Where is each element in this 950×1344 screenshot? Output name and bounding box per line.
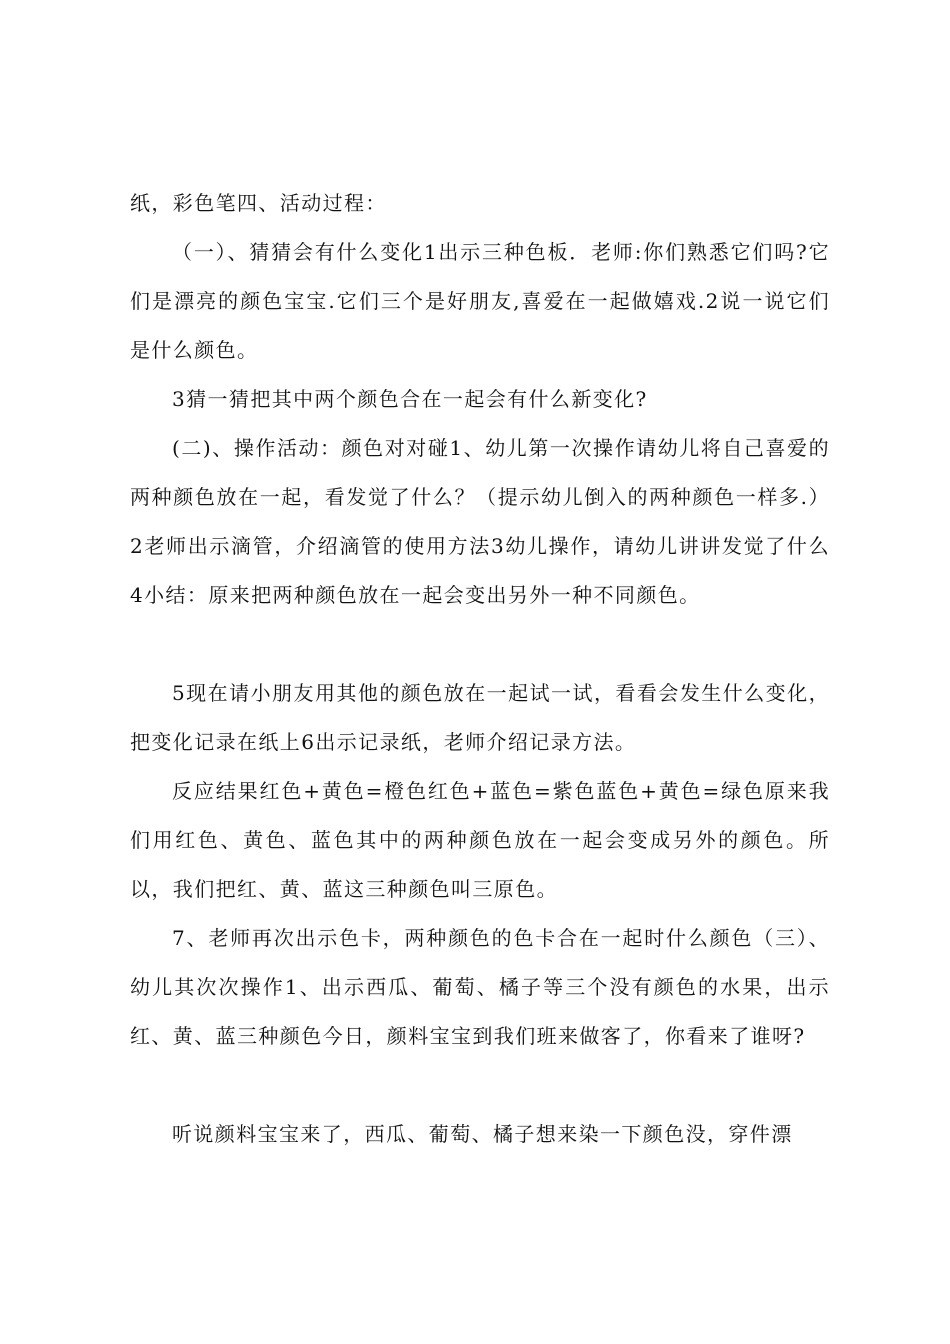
paragraph-guess-changes: （一）、猜猜会有什么变化1出示三种色板．老师:你们熟悉它们吗?它们是漂亮的颜色宝宝.它们三个是好朋友,喜爱在一起做嬉戏.2说一说它们是什么颜色。	[130, 240, 830, 362]
paragraph-materials: 纸，彩色笔四、活动过程：	[130, 191, 387, 215]
paragraph-results-primary-colors: 反应结果红色+黄色=橙色红色+蓝色=紫色蓝色+黄色=绿色原来我们用红色、黄色、蓝色其中的两种颜色放在一起会变成另外的颜色。所以，我们把红、黄、蓝这三种颜色叫三原色。	[130, 779, 830, 901]
paragraph-try-other-colors: 5现在请小朋友用其他的颜色放在一起试一试，看看会发生什么变化，把变化记录在纸上6出示记录纸，老师介绍记录方法。	[130, 681, 830, 754]
paragraph-second-operation: 7、老师再次出示色卡，两种颜色的色卡合在一起时什么颜色（三）、幼儿其次次操作1、出示西瓜、葡萄、橘子等三个没有颜色的水果，出示红、黄、蓝三种颜色今日，颜料宝宝到我们班来做客了，你看来了谁呀?	[130, 926, 830, 1048]
paragraph-operation-activity: (二)、操作活动：颜色对对碰1、幼儿第一次操作请幼儿将自己喜爱的两种颜色放在一起，看发觉了什么？（提示幼儿倒入的两种颜色一样多.）2老师出示滴管，介绍滴管的使用方法3幼儿操作，请幼儿讲讲发觉了什么4小结：原来把两种颜色放在一起会变出另外一种不同颜色。	[130, 436, 830, 607]
paragraph-guess-mix: 3猜一猜把其中两个颜色合在一起会有什么新变化?	[172, 387, 648, 411]
paragraph-fruits: 听说颜料宝宝来了，西瓜、葡萄、橘子想来染一下颜色没，穿件漂	[172, 1122, 793, 1146]
